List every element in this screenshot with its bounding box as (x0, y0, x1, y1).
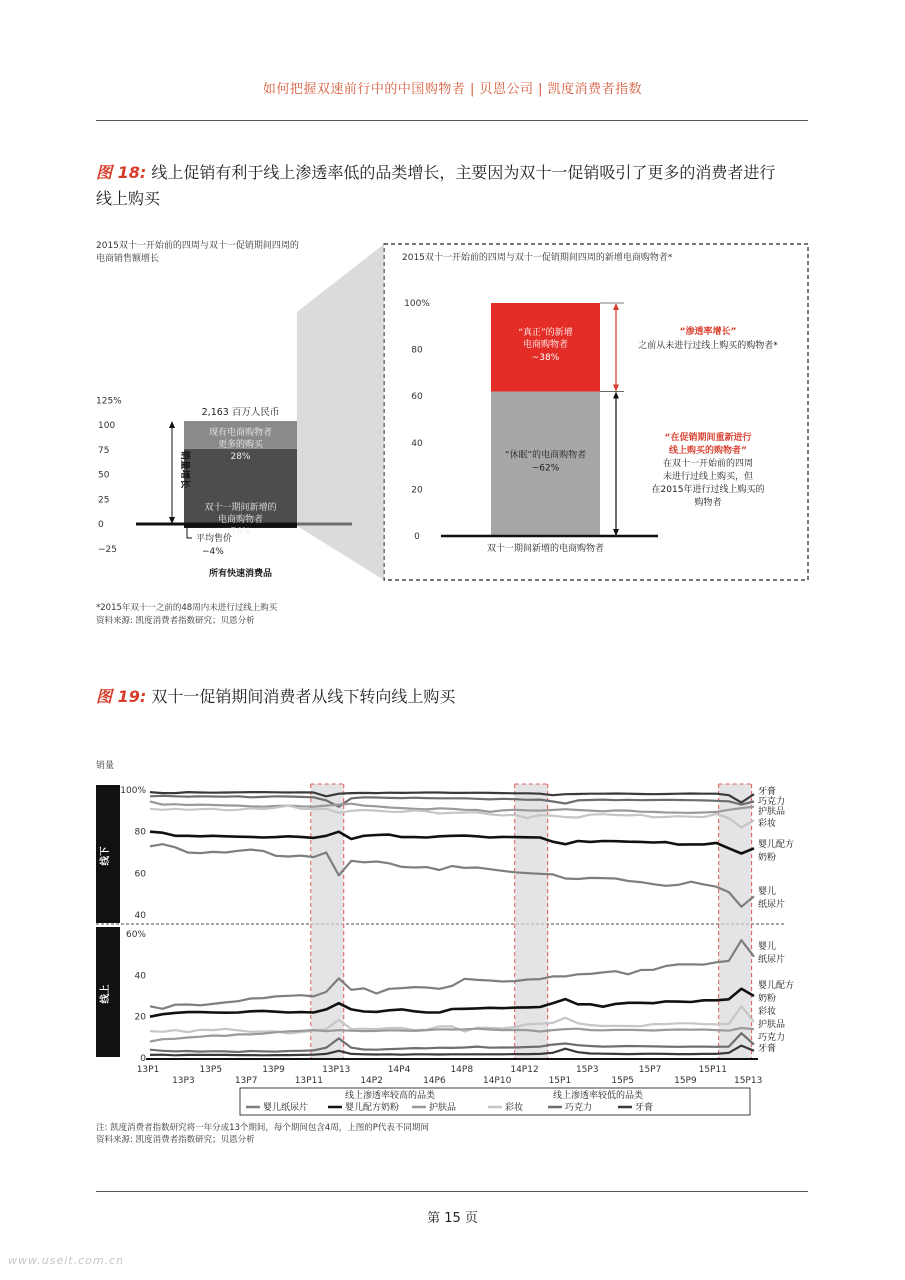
figure18-title-line1: 线上促销有利于线上渗透率低的品类增长，主要因为双十一促销吸引了更多的消费者进行 (151, 163, 776, 182)
figure19-chart (90, 752, 810, 1122)
x-tick-label: 13P9 (262, 1065, 285, 1075)
right-y-tick: 80 (411, 345, 423, 356)
online-y-tick: 20 (134, 1012, 146, 1023)
figure19-label: 图 19: (96, 687, 147, 706)
offline-y-tick: 60 (134, 869, 146, 880)
offline-y-tick: 100% (120, 786, 146, 796)
annotation2-title-2: 线上购买的购物者” (669, 446, 747, 456)
right-y-tick: 40 (411, 438, 423, 449)
callout-connector (297, 244, 384, 580)
legend-item: 护肤品 (429, 1103, 457, 1113)
true-label-2: 电商购物者 (522, 340, 569, 350)
existing-label-1: 现有电商购物者 (208, 428, 273, 439)
figure18-chart (96, 230, 816, 610)
legend-item: 牙膏 (635, 1103, 654, 1113)
annotation1-body: 之前从未进行过线上购买的购物者* (638, 341, 778, 351)
x-tick-label: 13P5 (199, 1065, 223, 1075)
left-caption-line2: 电商销售额增长 (96, 254, 160, 264)
x-tick-label: 15P3 (575, 1065, 599, 1075)
left-y-tick: −25 (98, 544, 117, 555)
figure18-source: 资料来源: 凯度消费者指数研究；贝恩分析 (96, 616, 255, 626)
x-tick-label: 15P5 (611, 1076, 634, 1086)
online-y-tick: 0 (140, 1054, 146, 1064)
figure19-title (96, 684, 808, 710)
total-label: 2,163 百万人民币 (201, 407, 280, 419)
figure18-footnote: *2015年双十一之前的48周内未进行过线上购买 (96, 603, 278, 613)
price-label: 平均售价 (196, 534, 233, 544)
x-tick-label: 15P9 (674, 1076, 697, 1086)
left-y-tick: 0 (98, 520, 104, 530)
left-y-tick: 25 (98, 495, 110, 506)
offline-y-tick: 40 (134, 911, 146, 921)
online-series-label: 牙膏 (758, 1044, 777, 1054)
offline-series-label: 婴儿配方 (758, 840, 795, 850)
fig19-ylabel: 销量 (96, 761, 115, 771)
x-tick-label: 13P7 (234, 1076, 258, 1086)
offline-series-label: 纸尿片 (758, 900, 786, 910)
x-tick-label: 14P12 (510, 1065, 539, 1075)
legend-group-low: 线上渗透率较低的品类 (552, 1091, 644, 1101)
x-tick-label: 14P10 (482, 1076, 512, 1086)
left-ylabel: 销量增长 (179, 450, 190, 489)
left-y-tick: 50 (98, 470, 110, 481)
offline-series-label: 婴儿 (758, 887, 777, 897)
annotation2-body-3: 在2015年进行过线上购买的 (651, 485, 765, 495)
legend-item: 彩妆 (505, 1103, 524, 1113)
x-tick-label: 15P11 (698, 1065, 727, 1075)
x-tick-label: 15P13 (733, 1076, 763, 1086)
x-tick-label: 13P11 (294, 1076, 324, 1086)
figure19-note: 注: 凯度消费者指数研究将一年分成13个期间，每个期间包含4周，上图的P代表不同期间 (96, 1123, 429, 1133)
price-bracket (187, 528, 192, 538)
offline-series-line (150, 802, 754, 813)
right-category: 双十一期间新增的电商购物者 (486, 544, 605, 554)
offline-y-tick: 80 (134, 827, 146, 838)
panel-offline-label: 线下 (100, 846, 111, 866)
header-divider (96, 120, 808, 121)
x-tick-label: 14P2 (360, 1076, 383, 1086)
dormant-label: “休眠”的电商购物者 (504, 450, 587, 461)
x-tick-label: 14P6 (423, 1076, 446, 1086)
annotation2-body-1: 在双十一开始前的四周 (662, 459, 754, 469)
legend-item: 婴儿配方奶粉 (345, 1103, 400, 1113)
page-number: 第 15 页 (427, 1211, 478, 1226)
new-value: 76% (230, 526, 251, 537)
right-caption: 2015双十一开始前的四周与双十一促销期间四周的新增电商购物者* (402, 253, 673, 263)
offline-series-label: 牙膏 (758, 787, 777, 797)
offline-series-label: 彩妆 (758, 819, 777, 829)
right-y-tick: 0 (414, 532, 420, 542)
red-arrow-head-up (613, 303, 619, 310)
online-series-label: 婴儿 (758, 942, 777, 952)
figure18-label: 图 18: (96, 163, 147, 182)
figure18-title (96, 160, 808, 212)
x-tick-label: 14P8 (450, 1065, 474, 1075)
existing-value: 28% (230, 452, 251, 463)
new-label-1: 双十一期间新增的 (204, 502, 277, 513)
x-tick-label: 15P7 (638, 1065, 662, 1075)
true-label-1: “真正”的新增 (518, 328, 573, 338)
online-series-line (150, 1033, 754, 1052)
online-series-label: 婴儿配方 (758, 981, 795, 991)
price-value: −4% (202, 547, 224, 557)
red-arrow-head-down (613, 385, 619, 392)
new-label-2: 电商购物者 (217, 514, 264, 525)
online-series-label: 彩妆 (758, 1007, 777, 1017)
arrow-head-up (169, 421, 175, 428)
annotation2-body-4: 购物者 (694, 498, 722, 508)
legend-item: 巧克力 (565, 1103, 593, 1113)
annotation1-title: “渗透率增长” (679, 327, 737, 337)
online-y-tick: 40 (134, 971, 146, 982)
right-y-tick: 20 (411, 485, 423, 496)
watermark: www.useit.com.cn (8, 1254, 125, 1267)
x-tick-label: 13P1 (136, 1065, 160, 1075)
legend-item: 婴儿纸尿片 (263, 1103, 309, 1113)
legend-box (240, 1088, 750, 1115)
right-y-tick: 60 (411, 392, 423, 403)
online-series-label: 奶粉 (758, 994, 777, 1004)
dormant-value: ~62% (531, 463, 560, 474)
legend-group-high: 线上渗透率较高的品类 (344, 1091, 436, 1101)
x-tick-label: 14P4 (387, 1065, 411, 1075)
online-series-line (150, 989, 754, 1017)
left-category: 所有快速消费品 (208, 569, 273, 579)
highlight-band (515, 784, 548, 1058)
annotation2-title-1: “在促销期间重新进行 (664, 433, 752, 443)
panel-online-label: 线上 (100, 984, 111, 1004)
online-series-label: 巧克力 (758, 1033, 786, 1043)
offline-series-line (150, 844, 754, 907)
online-series-label: 纸尿片 (758, 955, 786, 965)
black-arrow-head-up (613, 392, 619, 399)
existing-label-2: 更多的购买 (217, 440, 264, 451)
figure18-title-line2: 线上购买 (96, 189, 161, 208)
right-y-tick: 100% (404, 299, 430, 309)
offline-series-label: 奶粉 (758, 853, 777, 863)
true-value: ~38% (531, 353, 560, 363)
left-y-tick: 75 (98, 445, 110, 456)
online-y-tick: 60% (125, 930, 146, 940)
footer-divider (96, 1191, 808, 1192)
left-y-tick: 125% (96, 396, 122, 407)
right-bar-chart (404, 299, 778, 554)
figure19-title-text: 双十一促销期间消费者从线下转向线上购买 (151, 687, 456, 706)
left-y-tick: 100 (98, 421, 116, 431)
left-caption-line1: 2015双十一开始前的四周与双十一促销期间四周的 (96, 241, 299, 251)
annotation2-body-2: 未进行过线上购买，但 (662, 472, 754, 482)
x-tick-label: 13P3 (172, 1076, 195, 1086)
figure19-source: 资料来源: 凯度消费者指数研究；贝恩分析 (96, 1135, 255, 1145)
x-tick-label: 13P13 (322, 1065, 351, 1075)
online-series-label: 护肤品 (758, 1020, 786, 1030)
offline-series-label: 护肤品 (758, 807, 786, 817)
online-series-line (150, 940, 754, 1009)
offline-series-label: 巧克力 (758, 797, 786, 807)
highlight-band (311, 784, 344, 1058)
page-header: 如何把握双速前行中的中国购物者 | 贝恩公司 | 凯度消费者指数 (262, 82, 643, 97)
x-tick-label: 15P1 (548, 1076, 572, 1086)
